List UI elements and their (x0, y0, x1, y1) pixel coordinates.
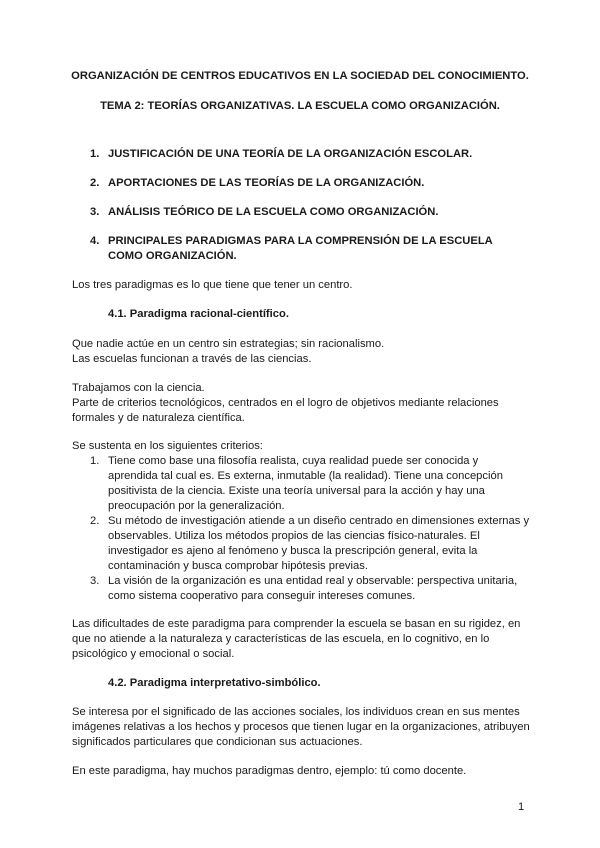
paragraph-line: Que nadie actúe en un centro sin estrategias; sin racionalismo. (72, 338, 385, 350)
criteria-line: observables. Utiliza los métodos propios de las ciencias físico-naturales. El (108, 530, 480, 542)
paragraph-line: Parte de criterios tecnológicos, centrados en el logro de objetivos mediante relaciones (72, 397, 499, 409)
paragraph-line: que no atiende a la naturaleza y características de las escuela, en lo cognitivo, en lo (72, 633, 490, 645)
criteria-number: 1. (90, 455, 100, 467)
paragraph-line: psicológico y emocional o social. (72, 648, 235, 660)
criteria-line: positivista de la ciencia. Existe una teoría universal para la acción y hay una (108, 485, 485, 497)
toc-item-text: COMO ORGANIZACIÓN. (108, 250, 237, 262)
toc-item-text: ANÁLISIS TEÓRICO DE LA ESCUELA COMO ORGANIZACIÓN. (108, 206, 439, 218)
criteria-line: Su método de investigación atiende a un diseño centrado en dimensiones externas y (108, 515, 530, 527)
criteria-line: Tiene como base una filosofía realista, cuya realidad puede ser conocida y (108, 455, 479, 467)
section-heading-interpretativo: 4.2. Paradigma interpretativo-simbólico. (108, 677, 321, 689)
paragraph-line: imágenes relativas a los hechos y procesos que tienen lugar en la organizaciones, atribuyen (72, 721, 530, 733)
criteria-line: investigador es ajeno al fenómeno y busca la prescripción general, evita la (108, 545, 478, 557)
paragraph-line: En este paradigma, hay muchos paradigmas dentro, ejemplo: tú como docente. (72, 765, 467, 777)
paragraph-line: formales y de naturaleza científica. (72, 412, 245, 424)
paragraph-line: significados particulares que condicionan sus actuaciones. (72, 736, 363, 748)
document-subtitle: TEMA 2: TEORÍAS ORGANIZATIVAS. LA ESCUELA COMO ORGANIZACIÓN. (100, 100, 500, 112)
criteria-line: La visión de la organización es una entidad real y observable: perspectiva unitaria, (108, 575, 518, 587)
section-heading-racional: 4.1. Paradigma racional-científico. (108, 308, 289, 320)
page-number: 1 (518, 801, 525, 813)
criteria-line: como sistema cooperativo para conseguir intereses comunes. (108, 590, 416, 602)
paragraph-line: Trabajamos con la ciencia. (72, 382, 205, 394)
document-title: ORGANIZACIÓN DE CENTROS EDUCATIVOS EN LA SOCIEDAD DEL CONOCIMIENTO. (71, 70, 529, 82)
criteria-line: aprendida tal cual es. Es externa, inmutable (la realidad). Tiene una concepción (108, 470, 503, 482)
criteria-intro: Se sustenta en los siguientes criterios: (72, 440, 263, 452)
paragraph-line: Las escuelas funcionan a través de las ciencias. (72, 353, 312, 365)
criteria-line: contaminación y busca comprobar hipótesis previas. (108, 560, 368, 572)
criteria-line: preocupación por la generalización. (108, 500, 285, 512)
toc-item-text: PRINCIPALES PARADIGMAS PARA LA COMPRENSIÓN DE LA ESCUELA (108, 235, 493, 247)
toc-item-number: 1. (90, 148, 100, 160)
criteria-number: 3. (90, 575, 100, 587)
toc-item-number: 4. (90, 235, 100, 247)
intro-paragraph: Los tres paradigmas es lo que tiene que tener un centro. (72, 279, 353, 291)
toc-item-text: APORTACIONES DE LAS TEORÍAS DE LA ORGANIZACIÓN. (108, 177, 425, 189)
paragraph-line: Se interesa por el significado de las acciones sociales, los individuos crean en sus mentes (72, 706, 520, 718)
paragraph-line: Las dificultades de este paradigma para comprender la escuela se basan en su rigidez, en (72, 618, 521, 630)
criteria-number: 2. (90, 515, 100, 527)
toc-item-text: JUSTIFICACIÓN DE UNA TEORÍA DE LA ORGANIZACIÓN ESCOLAR. (108, 148, 473, 160)
toc-item-number: 2. (90, 177, 100, 189)
toc-item-number: 3. (90, 206, 100, 218)
